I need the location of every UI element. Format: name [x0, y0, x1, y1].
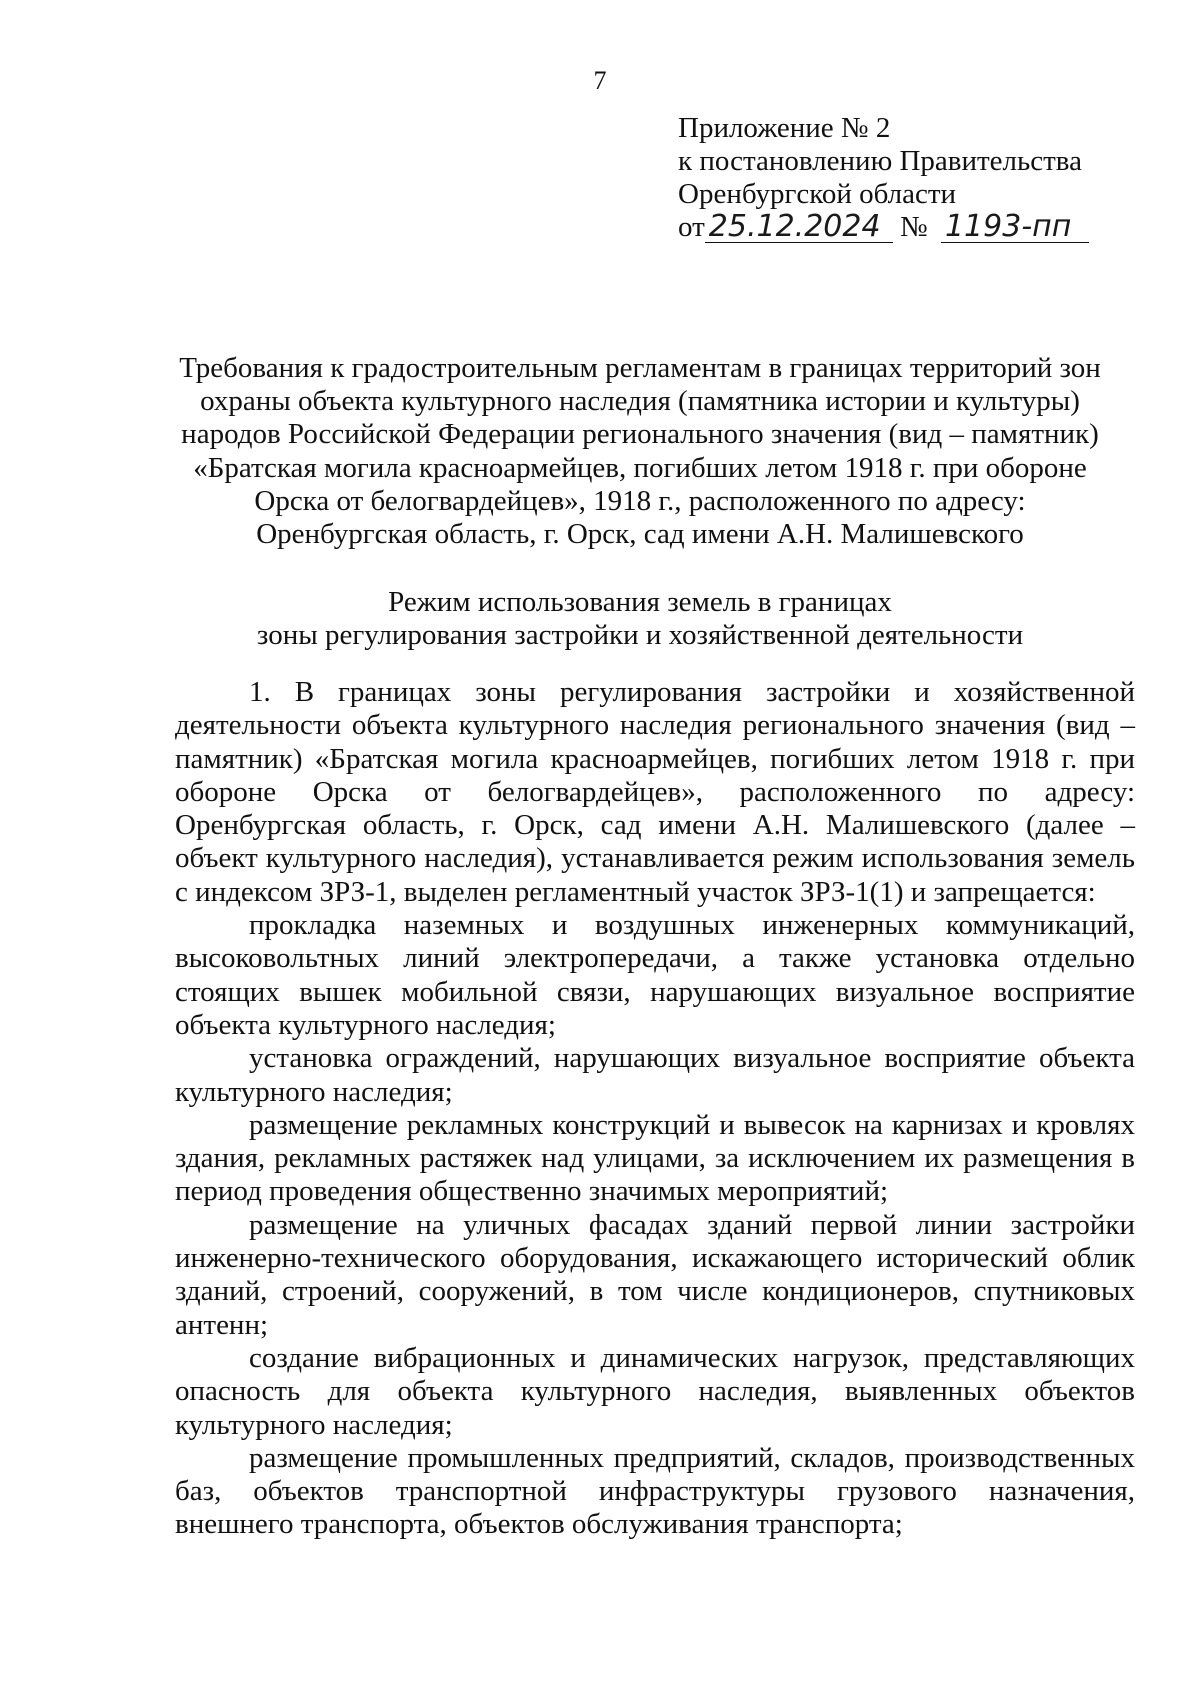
title-line: «Братская могила красноармейцев, погибших летом 1918 г. при обороне — [193, 451, 1087, 484]
paragraph: прокладка наземных и воздушных инженерных коммуникаций, высоковольтных линий электропередачи, а также установка отдельно стоящих вышек мобильной связи, нарушающих визуальное восприятие объекта культурного наследия; — [175, 909, 1135, 1041]
appendix-line-3: Оренбургской области — [678, 178, 957, 210]
appendix-line-1: Приложение № 2 — [678, 112, 891, 144]
date-prefix: от — [678, 211, 705, 243]
paragraph: установка ограждений, нарушающих визуальное восприятие объекта культурного наследия; — [175, 1042, 1135, 1108]
document-title — [160, 352, 1120, 551]
section-heading-line: зоны регулирования застройки и хозяйственной деятельности — [256, 619, 1024, 651]
appendix-header — [678, 112, 1089, 244]
document-body — [175, 676, 1135, 1542]
handwritten-number: 1193-пп — [941, 212, 1089, 243]
section-heading-line: Режим использования земель в границах — [388, 586, 892, 618]
page-number: 7 — [593, 66, 607, 95]
paragraph: размещение промышленных предприятий, складов, производственных баз, объектов транспортной инфраструктуры грузового назначения, внешнего транспорта, объектов обслуживания транспорта; — [175, 1441, 1135, 1541]
number-prefix: № — [900, 211, 928, 243]
paragraph: 1. В границах зоны регулирования застройки и хозяйственной деятельности объекта культурного наследия регионального значения (вид – памятник) «Братская могила красноармейцев, погибших летом 1918 г. при обороне Орска от белогвардейцев», расположенного по адресу: Оренбургская область, г. Орск, сад имени А.Н. Малишевского (далее – объект культурного наследия), устанавливается режим использования земель с индексом ЗРЗ-1, выделен регламентный участок ЗРЗ-1(1) и запрещается: — [175, 676, 1135, 908]
title-line: охраны объекта культурного наследия (памятника истории и культуры) — [200, 385, 1080, 418]
title-line: народов Российской Федерации регионального значения (вид – памятник) — [181, 418, 1099, 451]
paragraph: размещение рекламных конструкций и вывесок на карнизах и кровлях здания, рекламных растяжек над улицами, за исключением их размещения в период проведения общественно значимых мероприятий; — [175, 1108, 1135, 1208]
title-line: Оренбургская область, г. Орск, сад имени А.Н. Малишевского — [256, 518, 1024, 551]
appendix-line-2: к постановлению Правительства — [678, 145, 1082, 177]
paragraph: размещение на уличных фасадах зданий первой линии застройки инженерно-технического оборудования, искажающего исторический облик зданий, строений, сооружений, в том числе кондиционеров, спутниковых антенн; — [175, 1208, 1135, 1341]
title-line: Требования к градостроительным регламентам в границах территорий зон — [179, 352, 1101, 384]
appendix-date-number-line — [678, 211, 1089, 244]
handwritten-date: 25.12.2024 — [705, 212, 893, 243]
paragraph: создание вибрационных и динамических нагрузок, представляющих опасность для объекта культурного наследия, выявленных объектов культурного наследия; — [175, 1341, 1135, 1441]
title-line: Орска от белогвардейцев», 1918 г., расположенного по адресу: — [254, 484, 1026, 517]
section-heading — [160, 586, 1120, 652]
